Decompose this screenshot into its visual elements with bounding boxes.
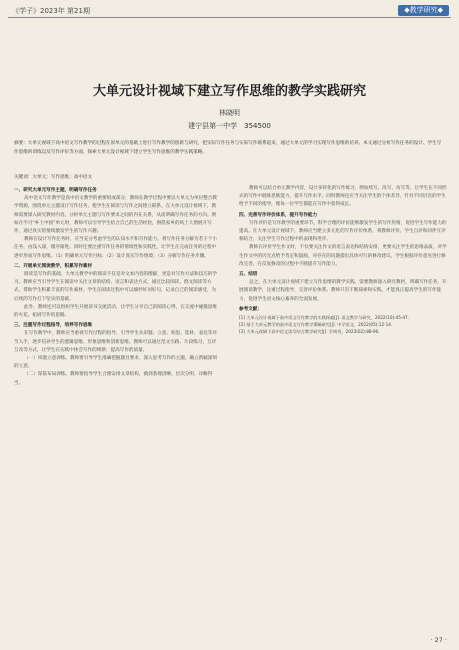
body-paragraph: 此外，教师还可以组织学生开展读书交流活动，让学生分享自己的阅读心得，在交流中碰撞思维的火花，拓展写作的思路。 (14, 304, 217, 319)
article-author: 林晓明 (219, 109, 240, 117)
section-heading: 五、结语 (239, 272, 258, 278)
section-heading: 参考文献： (239, 306, 262, 312)
section-heading: 四、完善写作评价体系，提升写作能力 (239, 212, 318, 218)
article-abstract: 摘要：大单元视域下高中语文写作教学的过程在原单元的基础上进行写作教学的创新与研究，把实际写作任务与实际写作联系起来，通过大单元的学习实现写作思维的培养。本文通过分析写作任务的设计、学生写作思维的训练以及写作评价等方面，探索大单元设计视域下建立学生写作思维的教学实践策略。 (14, 141, 442, 155)
article-title: 大单元设计视域下建立写作思维的教学实践研究 (92, 84, 366, 99)
body-paragraph: 在写作教学中，教师应当重视写作过程的指导，引导学生从审题、立意、构思、选材、表达等环节入手，逐步培养学生的逻辑思维、形象思维和创新思维。教师可以通过范文引路、片段练习、互评互改等方式，让学生在实践中体会写作的规律，提高写作的质量。 (14, 331, 217, 353)
body-paragraph: 总之，在大单元设计视域下建立写作思维的教学实践，需要教师深入研究教材，明确写作任务，开展阅读教学，注重过程指导，完善评价体系。教师只有不断探索和实践，才能真正提高学生的写作能力，促进学生语文核心素养的全面发展。 (239, 280, 447, 302)
page-number: · 27 · (430, 636, 447, 644)
article-keywords: 关键词：大单元；写作思维；高中语文 (14, 175, 93, 180)
body-paragraph: 写作评价是写作教学的重要环节，科学合理的评价能够激发学生的写作热情，促进学生写作能力的提高。在大单元设计视域下，教师应当建立多元化的写作评价体系，将教师评价、学生自评和同伴互评相结合，关注学生写作过程中的表现和进步。 (239, 220, 447, 243)
body-paragraph: 阅读是写作的基础，大单元教学中的阅读不仅是对文本内容的理解，更是对写作方法和技巧的学习。教师应当引导学生在阅读中关注文章的结构、语言和表达方式，通过比较阅读、群文阅读等方式，帮助学生积累丰富的写作素材。学生在阅读过程中可以摘抄好词好句，记录自己的阅读感受，为后续的写作打下坚实的基础。 (14, 272, 217, 302)
body-paragraph: （一）审题立意训练。教师要引导学生准确把握题目要求，深入思考写作的主题，确立新颖深刻的立意。 (14, 356, 217, 370)
body-paragraph: 教师在设计写作任务时，应当充分考虑学生的认知水平和写作能力，将写作任务分解为若干个小任务，由浅入深，循序渐进。同时还要注重写作任务的情境性和实践性，让学生在完成任务的过程中逐步形成写作思维。（1）明确单元写作目标；（2）设计真实写作情境；（3）分解写作任务步骤。 (14, 237, 217, 259)
column-tag: ◆教学研究◆ (398, 5, 449, 16)
body-paragraph: 教师在评价学生作文时，不仅要关注作文的语言表达和结构安排，更要关注学生的思维品质，对学生作文中的闪光点给予肯定和鼓励，对存在的问题提出具体可行的修改建议。学生根据评价意见进行修改完善，在反复修改的过程中不断提升写作能力。 (239, 245, 447, 267)
left-column (14, 185, 219, 628)
section-heading: 三、注重写作过程指导，培养写作思维 (14, 323, 93, 329)
right-column (239, 185, 447, 628)
reference-item: [3] 大单元视域下高中语文读写结合教学研究[J]. 学周刊，2023(02):88-90. (239, 329, 380, 335)
header-rule (8, 17, 451, 18)
section-heading: 一、研究大单元写作主题，明确写作任务 (14, 188, 97, 193)
article-affiliation: 建宁县第一中学 354500 (188, 122, 271, 130)
reference-item: [1] 大单元设计视域下高中语文写作教学的实践探索[J]. 语文教学与研究，2022(10):45-47. (239, 315, 410, 321)
reference-item: [2] 基于大单元教学的高中语文写作教学策略研究[J]. 中学语文，2022(05):12-14. (239, 322, 393, 328)
journal-issue: 《学子》2023年 第21期 (12, 7, 90, 15)
body-paragraph: （二）谋篇布局训练。教师要指导学生合理安排文章结构，做到条理清晰、层次分明、详略得当。 (14, 372, 213, 386)
body-paragraph: 高中语文写作教学是高中语文教学的重要组成部分，教师在教学过程中要以大单元为单位整合教学资源，围绕单元主题设计写作任务，使学生在阅读与写作之间建立联系。在大单元设计视域下，教师需要深入研究教材内容，分析单元主题与写作要求之间的内在关系，从而明确写作任务的方向。例如在学习“乡土中国”单元时，教师可以引导学生结合自己的生活经验，围绕家乡的风土人情展开写作，通过真实的情境激发学生的写作兴趣。 (14, 196, 217, 235)
section-heading: 二、开展单元阅读教学，积累写作素材 (14, 263, 93, 269)
body-paragraph: 教师可以结合单元教学内容，设计多样化的写作练习，例如续写、改写、仿写等，让学生在不同形式的写作中锻炼思维能力，提升写作水平。同时教师还应当关注学生的个体差异，针对不同层次的学生给予不同的指导，使每一位学生都能在写作中获得成长。 (239, 186, 447, 208)
